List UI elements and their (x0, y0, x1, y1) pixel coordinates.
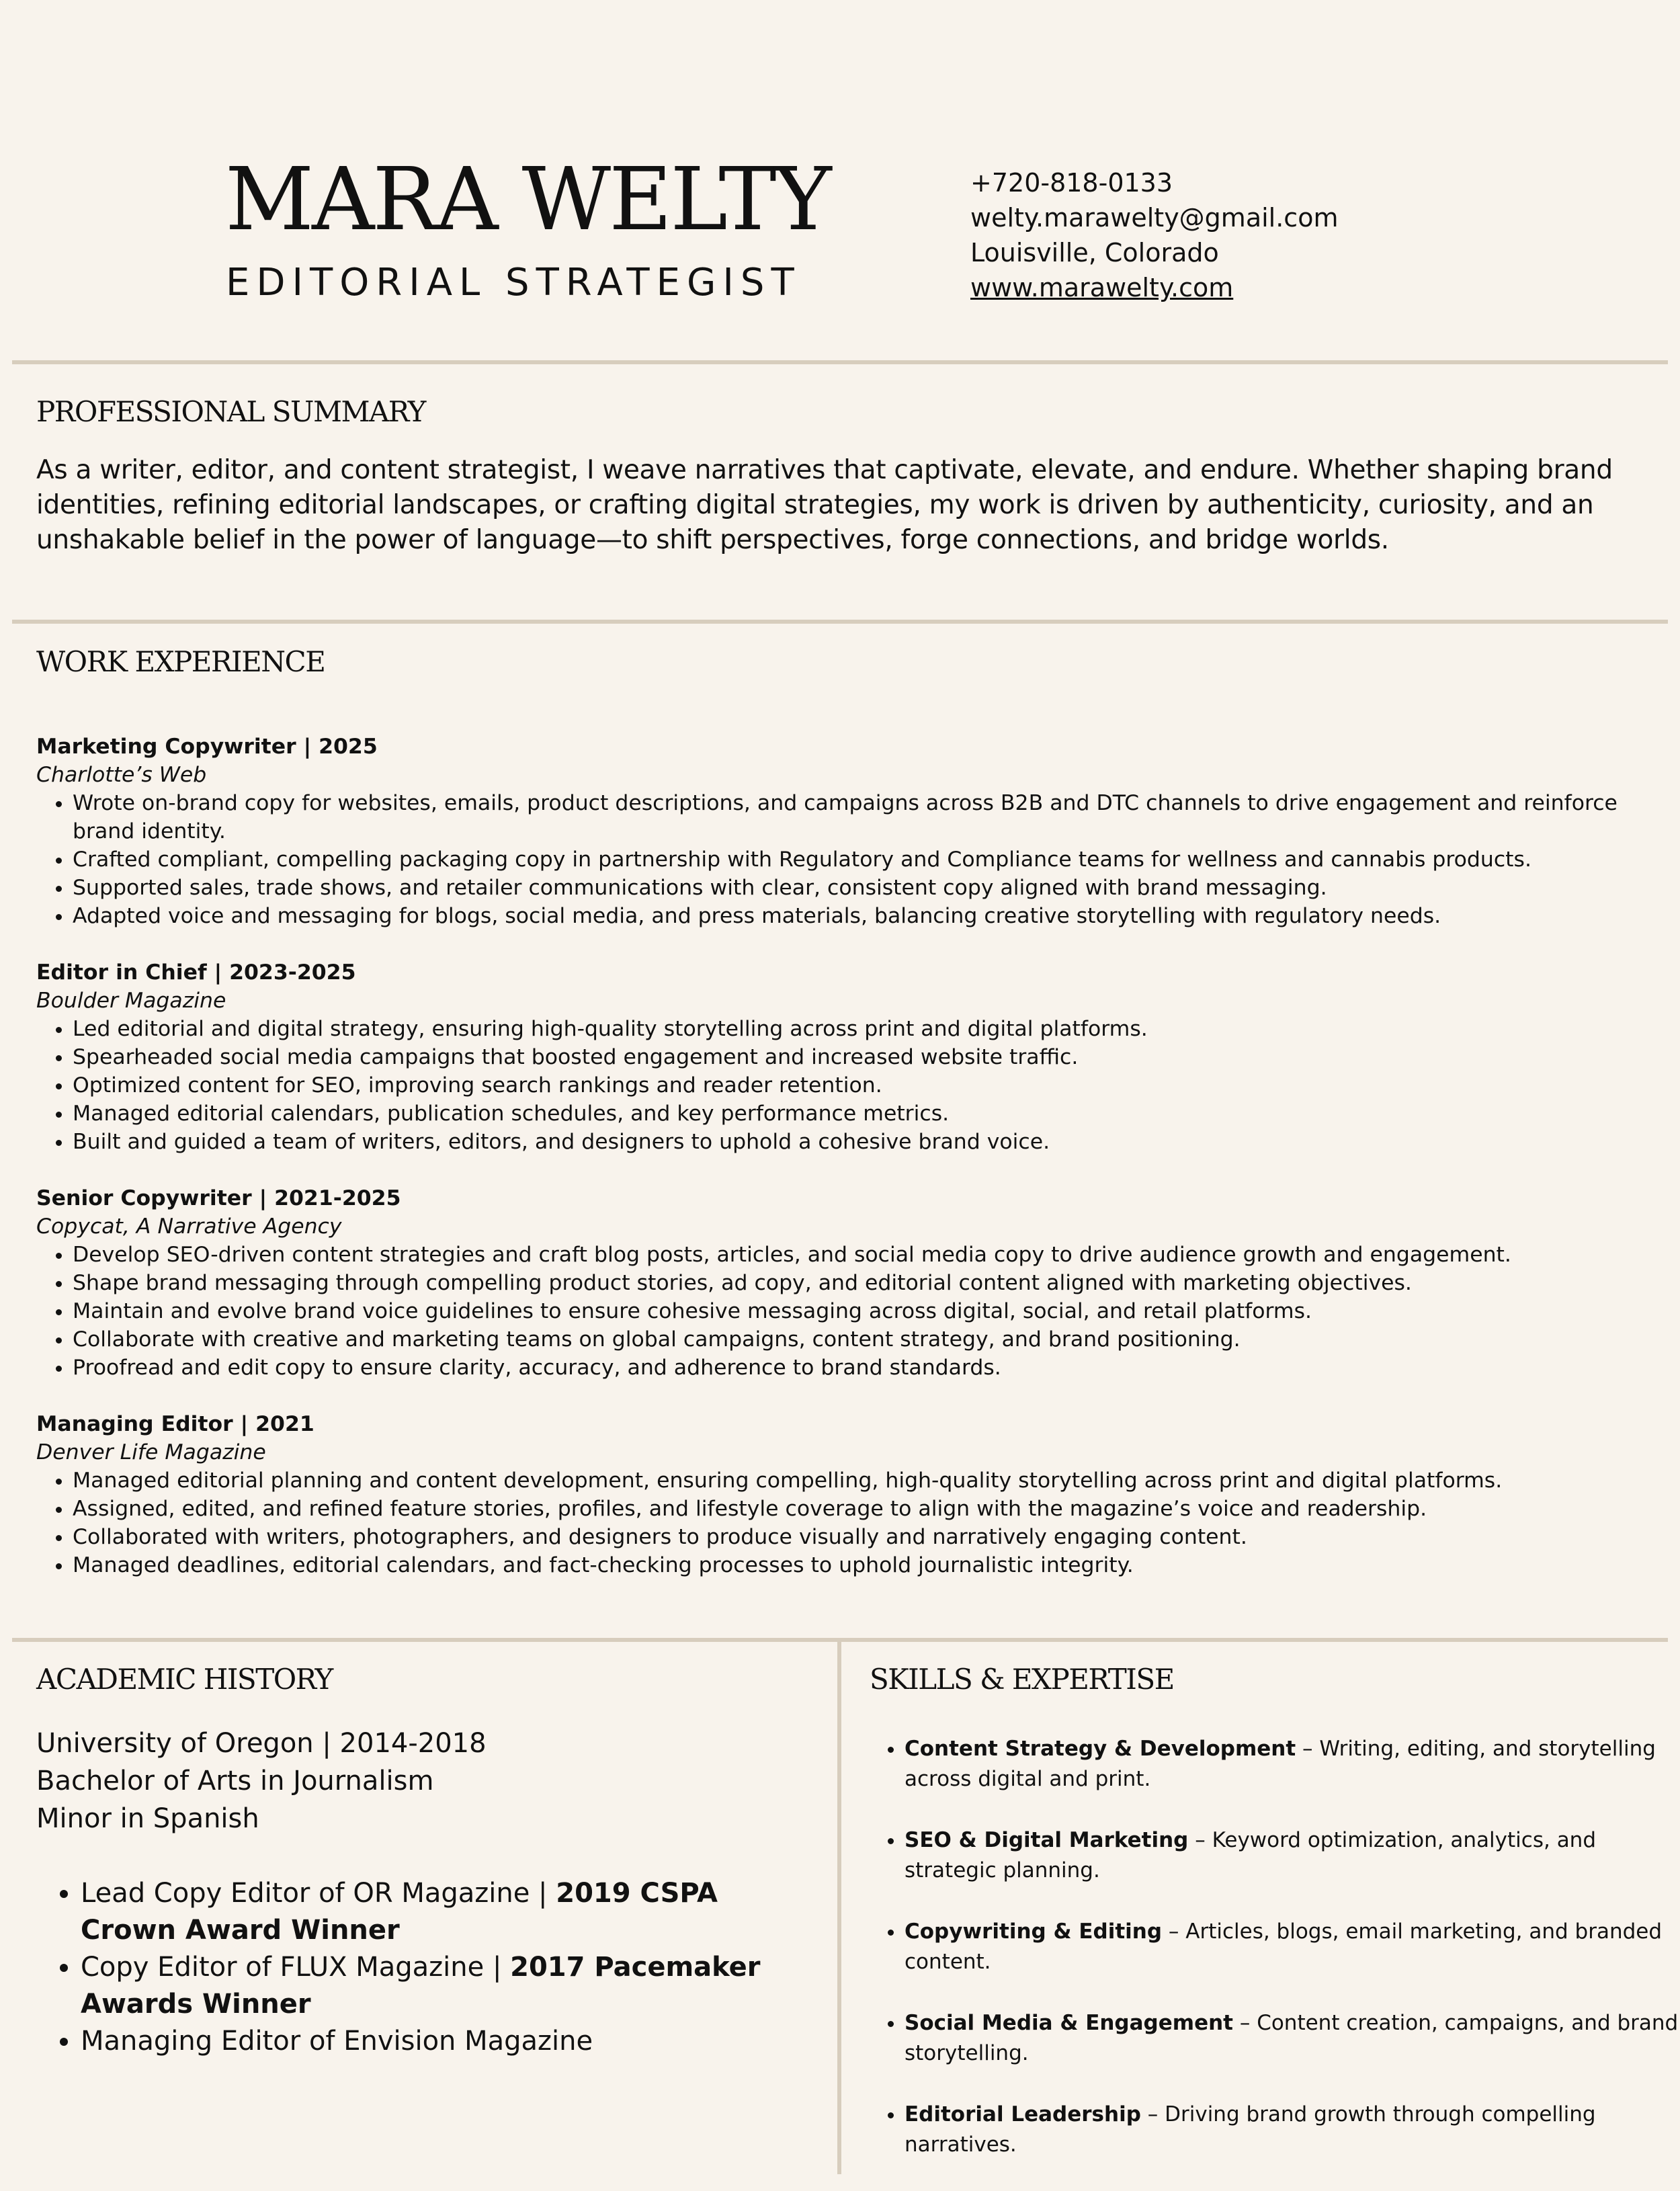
job-bullet: • Assigned, edited, and refined feature stories, profiles, and lifestyle coverage to align with the magazine’s voice and readership. (73, 1495, 1663, 1523)
summary-heading: PROFESSIONAL SUMMARY (36, 395, 425, 428)
job-bullet: • Collaborate with creative and marketing teams on global campaigns, content strategy, and brand positioning. (73, 1325, 1663, 1354)
candidate-title: EDITORIAL STRATEGIST (226, 261, 801, 304)
honor-role: Managing Editor of Envision Magazine (81, 2026, 593, 2057)
job-bullet: • Wrote on-brand copy for websites, emails, product descriptions, and campaigns across B2B and DTC channels to drive engagement and reinforce brand identity. (73, 789, 1663, 845)
column-divider (837, 1640, 841, 2174)
skill-item (905, 2008, 1680, 2069)
contact-website-link[interactable]: www.marawelty.com (970, 273, 1234, 302)
skill-name: Content Strategy & Development (905, 1737, 1296, 1761)
skill-item (905, 2100, 1680, 2160)
honor-role: Lead Copy Editor of OR Magazine | (81, 1878, 556, 1909)
work-heading: WORK EXPERIENCE (36, 645, 325, 678)
skill-name: Copywriting & Editing (905, 1919, 1163, 1944)
job-bullet: • Maintain and evolve brand voice guidelines to ensure cohesive messaging across digital, social, and retail platforms. (73, 1297, 1663, 1325)
honor-award: 2019 CSPA Crown Award Winner (81, 1878, 718, 1946)
job-bullets (36, 1241, 1663, 1382)
job-entry (36, 1184, 1663, 1382)
divider (12, 360, 1668, 364)
job-bullet: • Managed editorial calendars, publication schedules, and key performance metrics. (73, 1100, 1663, 1128)
job-bullet: • Optimized content for SEO, improving search rankings and reader retention. (73, 1071, 1663, 1100)
honors-list (36, 1875, 816, 2060)
job-organization: Charlotte’s Web (36, 763, 207, 787)
job-bullet: • Spearheaded social media campaigns that boosted engagement and increased website traffic. (73, 1043, 1663, 1071)
skill-description: – Driving brand growth through compelling narratives. (905, 2102, 1596, 2157)
summary-text: As a writer, editor, and content strategist, I weave narratives that captivate, elevate, and endure. Whether shaping brand identities, refining editorial landscapes, or crafting digital strategies, my work is driven by authenticity, curiosity, and an unshakable belief in the power of language—to shift perspectives, forge connections, and bridge worlds. (36, 455, 1613, 555)
honor-item (81, 1949, 816, 2023)
job-bullet: • Adapted voice and messaging for blogs, social media, and press materials, balancing creative storytelling with regulatory needs. (73, 902, 1663, 930)
degree-line: Bachelor of Arts in Journalism (36, 1766, 434, 1796)
contact-email: welty.marawelty@gmail.com (970, 203, 1339, 233)
work-experience-list (36, 733, 1663, 1608)
academic-history (36, 1725, 816, 2060)
job-bullet: • Develop SEO-driven content strategies and craft blog posts, articles, and social media copy to drive audience growth and engagement. (73, 1241, 1663, 1269)
honor-award: 2017 Pacemaker Awards Winner (81, 1952, 761, 2020)
school-line: University of Oregon | 2014-2018 (36, 1728, 487, 1759)
contact-location: Louisville, Colorado (970, 238, 1219, 267)
job-bullet: • Built and guided a team of writers, editors, and designers to uphold a cohesive brand voice. (73, 1128, 1663, 1156)
job-bullets (36, 1466, 1663, 1579)
minor-line: Minor in Spanish (36, 1803, 259, 1834)
contact-block (970, 165, 1338, 305)
skill-item (905, 1734, 1680, 1794)
divider (12, 620, 1668, 624)
job-bullets (36, 789, 1663, 930)
job-bullets (36, 1015, 1663, 1156)
job-bullet: • Managed deadlines, editorial calendars, and fact-checking processes to uphold journalistic integrity. (73, 1551, 1663, 1579)
job-bullet: • Led editorial and digital strategy, ensuring high-quality storytelling across print and digital platforms. (73, 1015, 1663, 1043)
job-bullet: • Crafted compliant, compelling packaging copy in partnership with Regulatory and Compliance teams for wellness and cannabis products. (73, 845, 1663, 874)
skill-description: – Articles, blogs, email marketing, and branded content. (905, 1919, 1663, 1974)
honor-role: Copy Editor of FLUX Magazine | (81, 1952, 511, 1983)
job-organization: Copycat, A Narrative Agency (36, 1214, 342, 1239)
honor-item (81, 2023, 816, 2060)
skill-description: – Writing, editing, and storytelling across digital and print. (905, 1737, 1656, 1791)
job-bullet: • Managed editorial planning and content development, ensuring compelling, high-quality storytelling across print and digital platforms. (73, 1466, 1663, 1495)
job-bullet: • Collaborated with writers, photographers, and designers to produce visually and narratively engaging content. (73, 1523, 1663, 1551)
skill-name: Social Media & Engagement (905, 2011, 1233, 2035)
job-title: Senior Copywriter | 2021-2025 (36, 1186, 401, 1210)
job-entry (36, 958, 1663, 1156)
skill-name: SEO & Digital Marketing (905, 1828, 1189, 1852)
job-organization: Boulder Magazine (36, 989, 226, 1013)
honor-item (81, 1875, 816, 1949)
skill-description: – Content creation, campaigns, and brand storytelling. (905, 2011, 1679, 2065)
skills-heading: SKILLS & EXPERTISE (870, 1663, 1174, 1696)
job-title: Marketing Copywriter | 2025 (36, 735, 378, 759)
job-organization: Denver Life Magazine (36, 1440, 266, 1464)
job-title: Managing Editor | 2021 (36, 1412, 314, 1436)
job-entry (36, 733, 1663, 930)
candidate-name: MARA WELTY (225, 149, 830, 250)
skill-name: Editorial Leadership (905, 2102, 1141, 2126)
skill-item (905, 1825, 1680, 1886)
job-title: Editor in Chief | 2023-2025 (36, 960, 356, 985)
skills-list (870, 1734, 1680, 2191)
skill-description: – Keyword optimization, analytics, and strategic planning. (905, 1828, 1597, 1883)
job-bullet: • Shape brand messaging through compelling product stories, ad copy, and editorial content aligned with marketing objectives. (73, 1269, 1663, 1297)
skill-item (905, 1917, 1680, 1977)
job-bullet: • Proofread and edit copy to ensure clarity, accuracy, and adherence to brand standards. (73, 1354, 1663, 1382)
job-bullet: • Supported sales, trade shows, and retailer communications with clear, consistent copy aligned with brand messaging. (73, 874, 1663, 902)
academic-heading: ACADEMIC HISTORY (36, 1663, 333, 1696)
contact-phone: +720-818-0133 (970, 168, 1173, 198)
job-entry (36, 1410, 1663, 1579)
